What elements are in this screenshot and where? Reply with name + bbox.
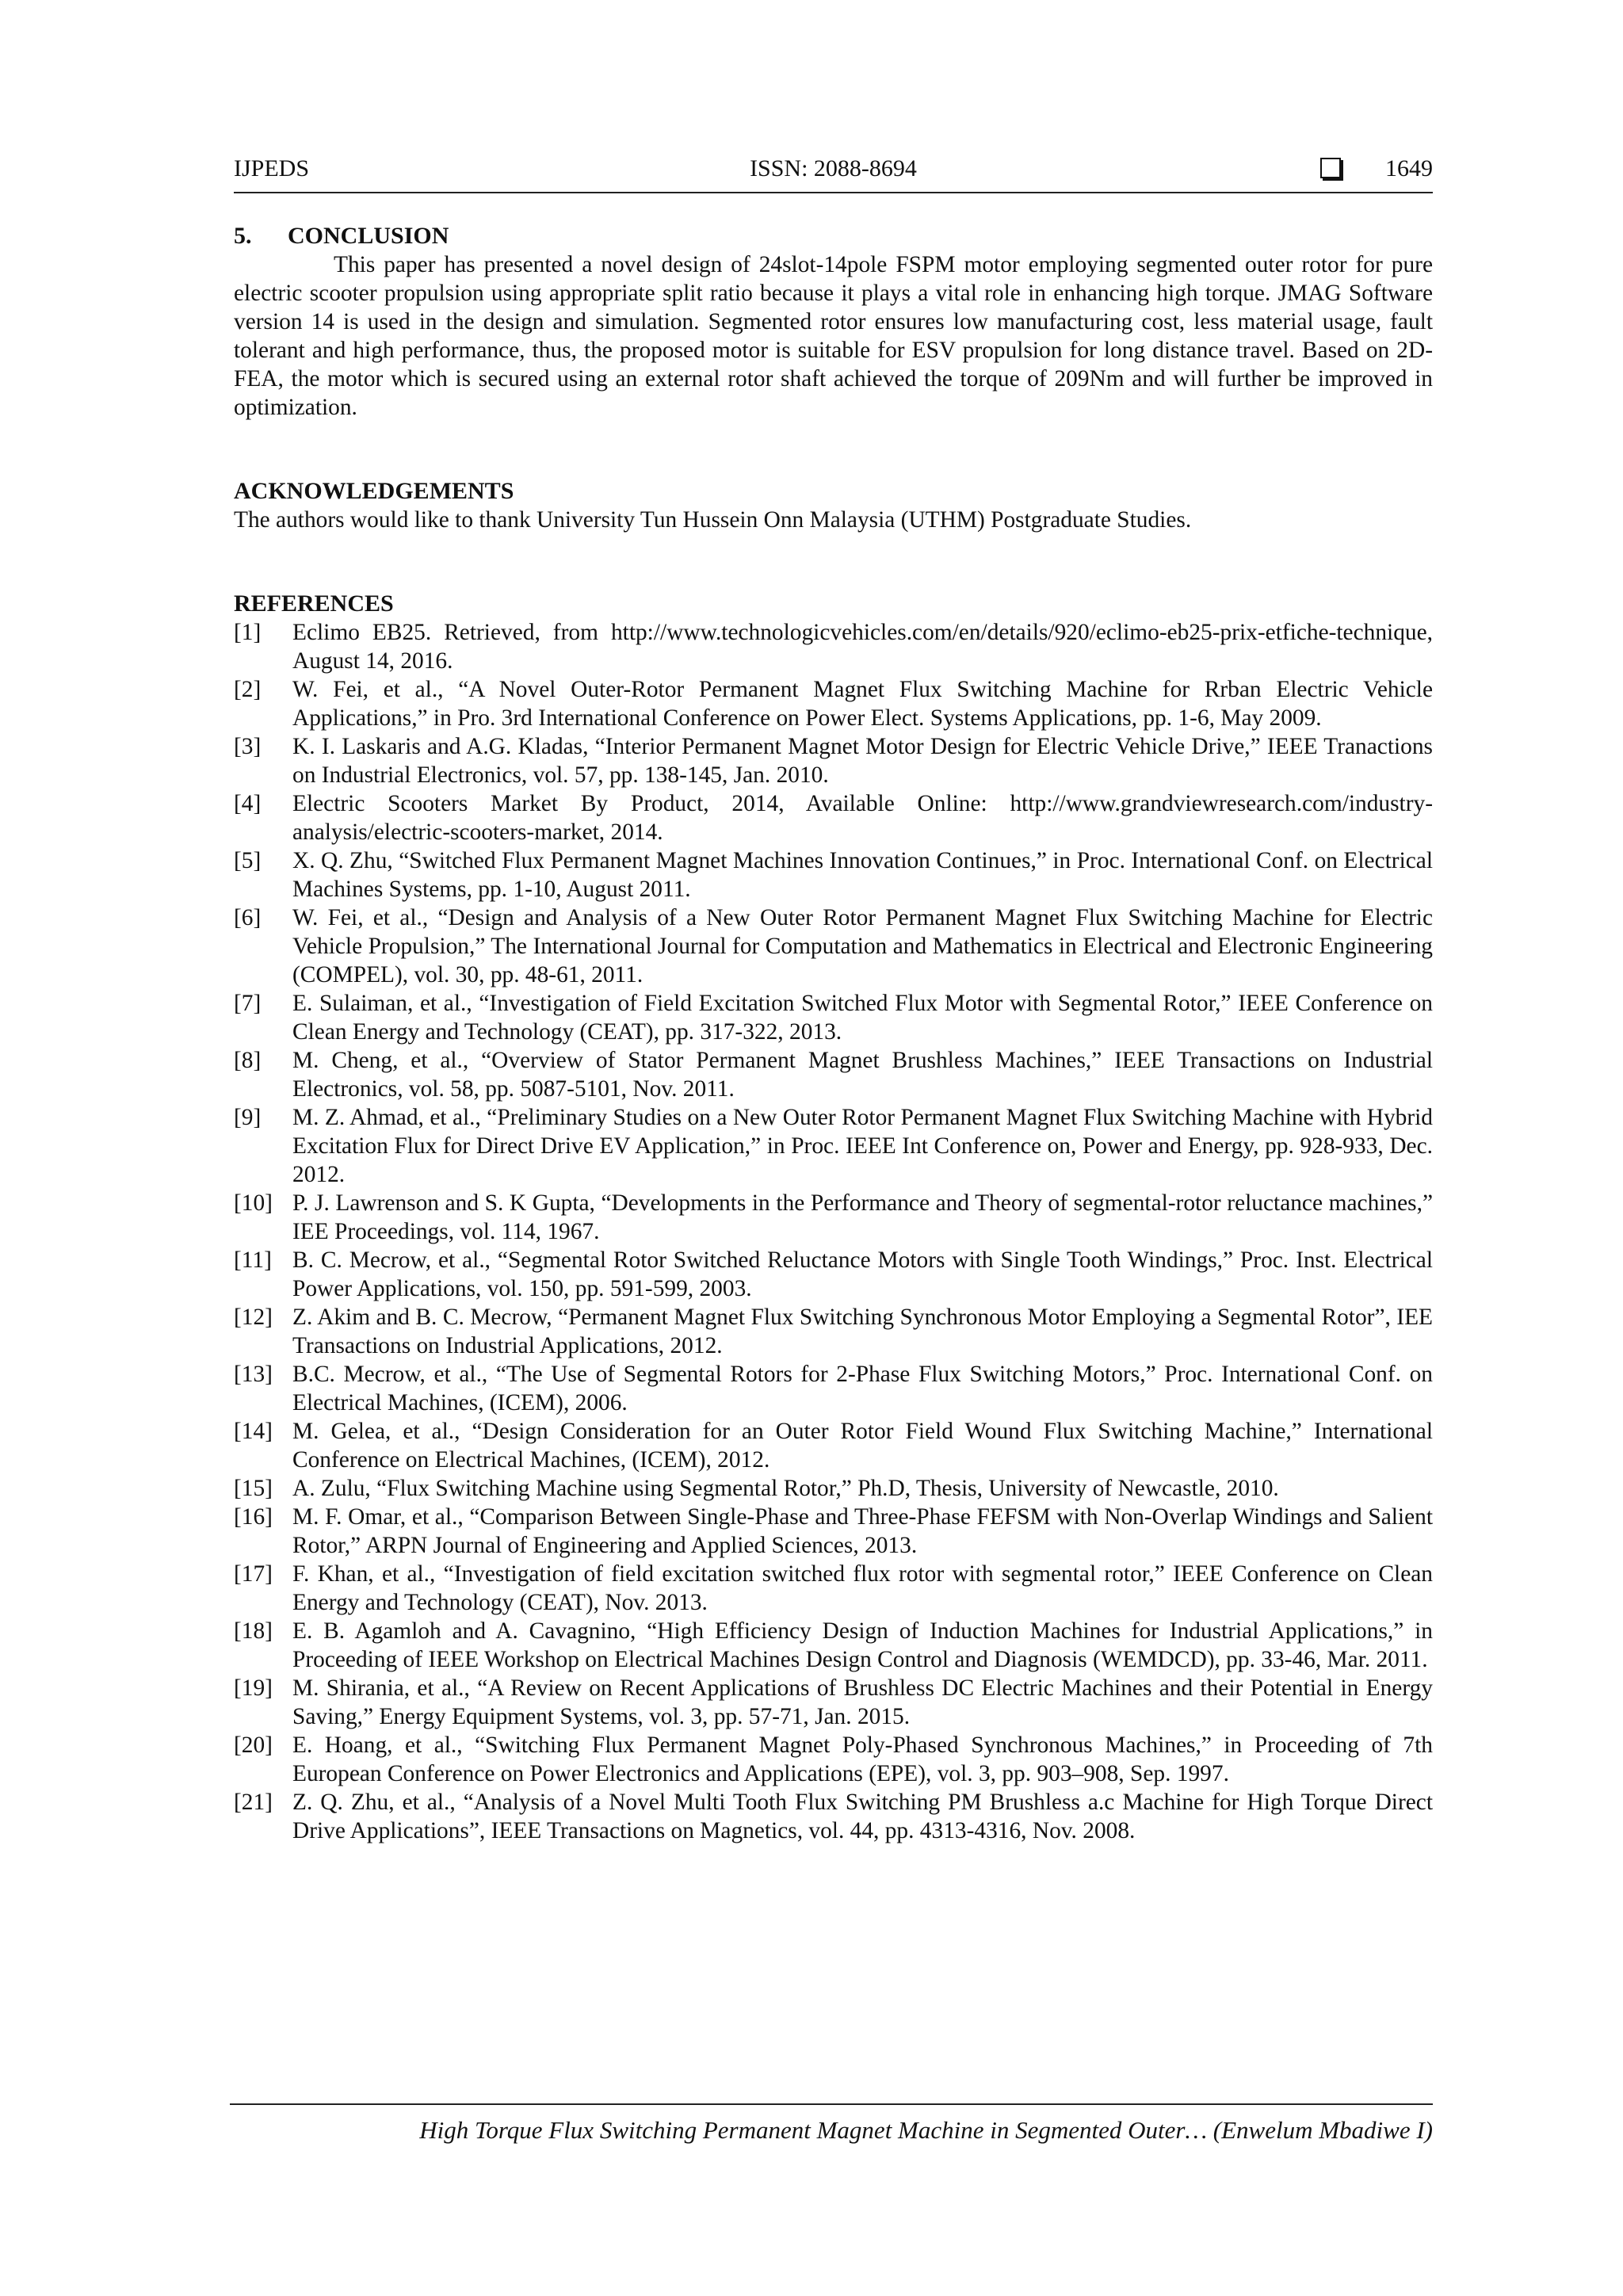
reference-number: [1] <box>234 620 262 645</box>
reference-number: [10] <box>234 1190 273 1216</box>
section-title: CONCLUSION <box>288 223 449 249</box>
reference-number: [18] <box>234 1618 273 1644</box>
reference-text: P. J. Lawrenson and S. K Gupta, “Developments in the Performance and Theory of segmental-rotor reluctance machines,” IEE Proceedings, vol. 114, 1967. <box>292 1190 1433 1244</box>
reference-item <box>234 1046 1433 1103</box>
acknowledgements-paragraph: The authors would like to thank University Tun Hussein Onn Malaysia (UTHM) Postgraduate Studies. <box>234 507 1192 533</box>
reference-item <box>234 618 1433 675</box>
reference-number: [9] <box>234 1105 262 1130</box>
reference-item <box>234 1788 1433 1845</box>
reference-number: [13] <box>234 1362 273 1387</box>
references-heading: REFERENCES <box>234 590 394 617</box>
reference-text: Electric Scooters Market By Product, 2014, Available Online: http://www.grandviewresearch.com/industry-analysis/electric-scooters-market, 2014. <box>292 791 1433 845</box>
reference-text: W. Fei, et al., “A Novel Outer-Rotor Permanent Magnet Flux Switching Machine for Rrban Electric Vehicle Applications,” in Pro. 3rd International Conference on Power Elect. Systems Applications, pp. 1-6, May 2009. <box>292 677 1433 731</box>
reference-text: M. Z. Ahmad, et al., “Preliminary Studies on a New Outer Rotor Permanent Magnet Flux Switching Machine with Hybrid Excitation Flux for Direct Drive EV Application,” in Proc. IEEE Int Conference on, Power and Energy, pp. 928-933, Dec. 2012. <box>292 1105 1433 1187</box>
reference-number: [3] <box>234 734 262 759</box>
reference-number: [17] <box>234 1561 273 1587</box>
reference-text: A. Zulu, “Flux Switching Machine using Segmental Rotor,” Ph.D, Thesis, University of Newcastle, 2010. <box>292 1476 1279 1501</box>
reference-text: Z. Q. Zhu, et al., “Analysis of a Novel Multi Tooth Flux Switching PM Brushless a.c Machine for High Torque Direct Drive Applications”, IEEE Transactions on Magnetics, vol. 44, pp. 4313-4316, Nov. 2008. <box>292 1790 1433 1843</box>
reference-item <box>234 1474 1433 1503</box>
reference-number: [6] <box>234 905 262 930</box>
reference-number: [15] <box>234 1476 273 1501</box>
reference-item <box>234 1417 1433 1474</box>
reference-number: [20] <box>234 1733 273 1758</box>
conclusion-heading <box>234 222 1433 250</box>
reference-item <box>234 1503 1433 1560</box>
reference-item <box>234 904 1433 989</box>
reference-number: [21] <box>234 1790 273 1815</box>
reference-number: [14] <box>234 1419 273 1444</box>
reference-item <box>234 846 1433 904</box>
reference-number: [16] <box>234 1504 273 1530</box>
reference-text: X. Q. Zhu, “Switched Flux Permanent Magnet Machines Innovation Continues,” in Proc. International Conf. on Electrical Machines Systems, pp. 1-10, August 2011. <box>292 848 1433 902</box>
page-content <box>234 222 1433 1845</box>
reference-item <box>234 1246 1433 1303</box>
reference-text: B. C. Mecrow, et al., “Segmental Rotor Switched Reluctance Motors with Single Tooth Windings,” Proc. Inst. Electrical Power Applications, vol. 150, pp. 591-599, 2003. <box>292 1247 1433 1301</box>
reference-number: [4] <box>234 791 262 816</box>
reference-list <box>234 618 1433 1845</box>
issn: ISSN: 2088-8694 <box>750 155 917 181</box>
reference-item <box>234 675 1433 732</box>
reference-item <box>234 732 1433 789</box>
reference-text: M. Cheng, et al., “Overview of Stator Permanent Magnet Brushless Machines,” IEEE Transactions on Industrial Electronics, vol. 58, pp. 5087-5101, Nov. 2011. <box>292 1048 1433 1102</box>
reference-text: Z. Akim and B. C. Mecrow, “Permanent Magnet Flux Switching Synchronous Motor Employing a Segmental Rotor”, IEE Transactions on Industrial Applications, 2012. <box>292 1305 1433 1358</box>
reference-number: [12] <box>234 1305 273 1330</box>
page-number-group <box>1320 155 1433 182</box>
reference-number: [7] <box>234 991 262 1016</box>
reference-text: Eclimo EB25. Retrieved, from http://www.technologicvehicles.com/en/details/920/eclimo-eb25-prix-etfiche-technique, August 14, 2016. <box>292 620 1433 674</box>
running-footer: High Torque Flux Switching Permanent Magnet Machine in Segmented Outer… (Enwelum Mbadiwe I) <box>230 2103 1433 2145</box>
reference-text: B.C. Mecrow, et al., “The Use of Segmental Rotors for 2-Phase Flux Switching Motors,” Proc. International Conf. on Electrical Machines, (ICEM), 2006. <box>292 1362 1433 1415</box>
reference-text: M. Shirania, et al., “A Review on Recent Applications of Brushless DC Electric Machines and their Potential in Energy Saving,” Energy Equipment Systems, vol. 3, pp. 57-71, Jan. 2015. <box>292 1675 1433 1729</box>
reference-item <box>234 1731 1433 1788</box>
reference-item <box>234 1674 1433 1731</box>
reference-text: E. B. Agamloh and A. Cavagnino, “High Efficiency Design of Induction Machines for Industrial Applications,” in Proceeding of IEEE Workshop on Electrical Machines Design Control and Diagnosis (WEMDCD), pp. 33-46, Mar. 2011. <box>292 1618 1433 1672</box>
reference-number: [19] <box>234 1675 273 1701</box>
acknowledgements-heading: ACKNOWLEDGEMENTS <box>234 478 514 504</box>
reference-item <box>234 1560 1433 1617</box>
reference-text: M. F. Omar, et al., “Comparison Between Single-Phase and Three-Phase FEFSM with Non-Overlap Windings and Salient Rotor,” ARPN Journal of Engineering and Applied Sciences, 2013. <box>292 1504 1433 1558</box>
reference-item <box>234 1189 1433 1246</box>
reference-text: F. Khan, et al., “Investigation of field excitation switched flux rotor with segmental rotor,” IEEE Conference on Clean Energy and Technology (CEAT), Nov. 2013. <box>292 1561 1433 1615</box>
reference-item <box>234 1303 1433 1360</box>
reference-item <box>234 1103 1433 1189</box>
reference-item <box>234 1360 1433 1417</box>
reference-item <box>234 1617 1433 1674</box>
journal-name: IJPEDS <box>234 155 310 181</box>
page-header <box>234 155 1433 193</box>
reference-text: K. I. Laskaris and A.G. Kladas, “Interior Permanent Magnet Motor Design for Electric Vehicle Drive,” IEEE Tranactions on Industrial Electronics, vol. 57, pp. 138-145, Jan. 2010. <box>292 734 1433 788</box>
reference-number: [8] <box>234 1048 262 1073</box>
conclusion-paragraph: This paper has presented a novel design of 24slot-14pole FSPM motor employing segmented outer rotor for pure electric scooter propulsion using appropriate split ratio because it plays a vital role in enhancing high torque. JMAG Software version 14 is used in the design and simulation. Segmented rotor ensures low manufacturing cost, less material usage, fault tolerant and high performance, thus, the proposed motor is suitable for ESV propulsion for long distance travel. Based on 2D-FEA, the motor which is secured using an external rotor shaft achieved the torque of 209Nm and will further be improved in optimization. <box>234 252 1433 420</box>
reference-number: [11] <box>234 1247 272 1273</box>
reference-item <box>234 989 1433 1046</box>
reference-text: E. Sulaiman, et al., “Investigation of Field Excitation Switched Flux Motor with Segmental Rotor,” IEEE Conference on Clean Energy and Technology (CEAT), pp. 317-322, 2013. <box>292 991 1433 1045</box>
section-number: 5. <box>234 223 252 249</box>
reference-text: M. Gelea, et al., “Design Consideration for an Outer Rotor Field Wound Flux Switching Machine,” International Conference on Electrical Machines, (ICEM), 2012. <box>292 1419 1433 1473</box>
reference-text: E. Hoang, et al., “Switching Flux Permanent Magnet Poly-Phased Synchronous Machines,” in Proceeding of 7th European Conference on Power Electronics and Applications (EPE), vol. 3, pp. 903–908, Sep. 1997. <box>292 1733 1433 1786</box>
reference-number: [5] <box>234 848 262 873</box>
reference-number: [2] <box>234 677 262 702</box>
page-number: 1649 <box>1385 155 1433 181</box>
reference-item <box>234 789 1433 846</box>
checkbox-square-icon <box>1320 158 1341 178</box>
reference-text: W. Fei, et al., “Design and Analysis of a New Outer Rotor Permanent Magnet Flux Switching Machine for Electric Vehicle Propulsion,” The International Journal for Computation and Mathematics in Electrical and Electronic Engineering (COMPEL), vol. 30, pp. 48-61, 2011. <box>292 905 1433 988</box>
